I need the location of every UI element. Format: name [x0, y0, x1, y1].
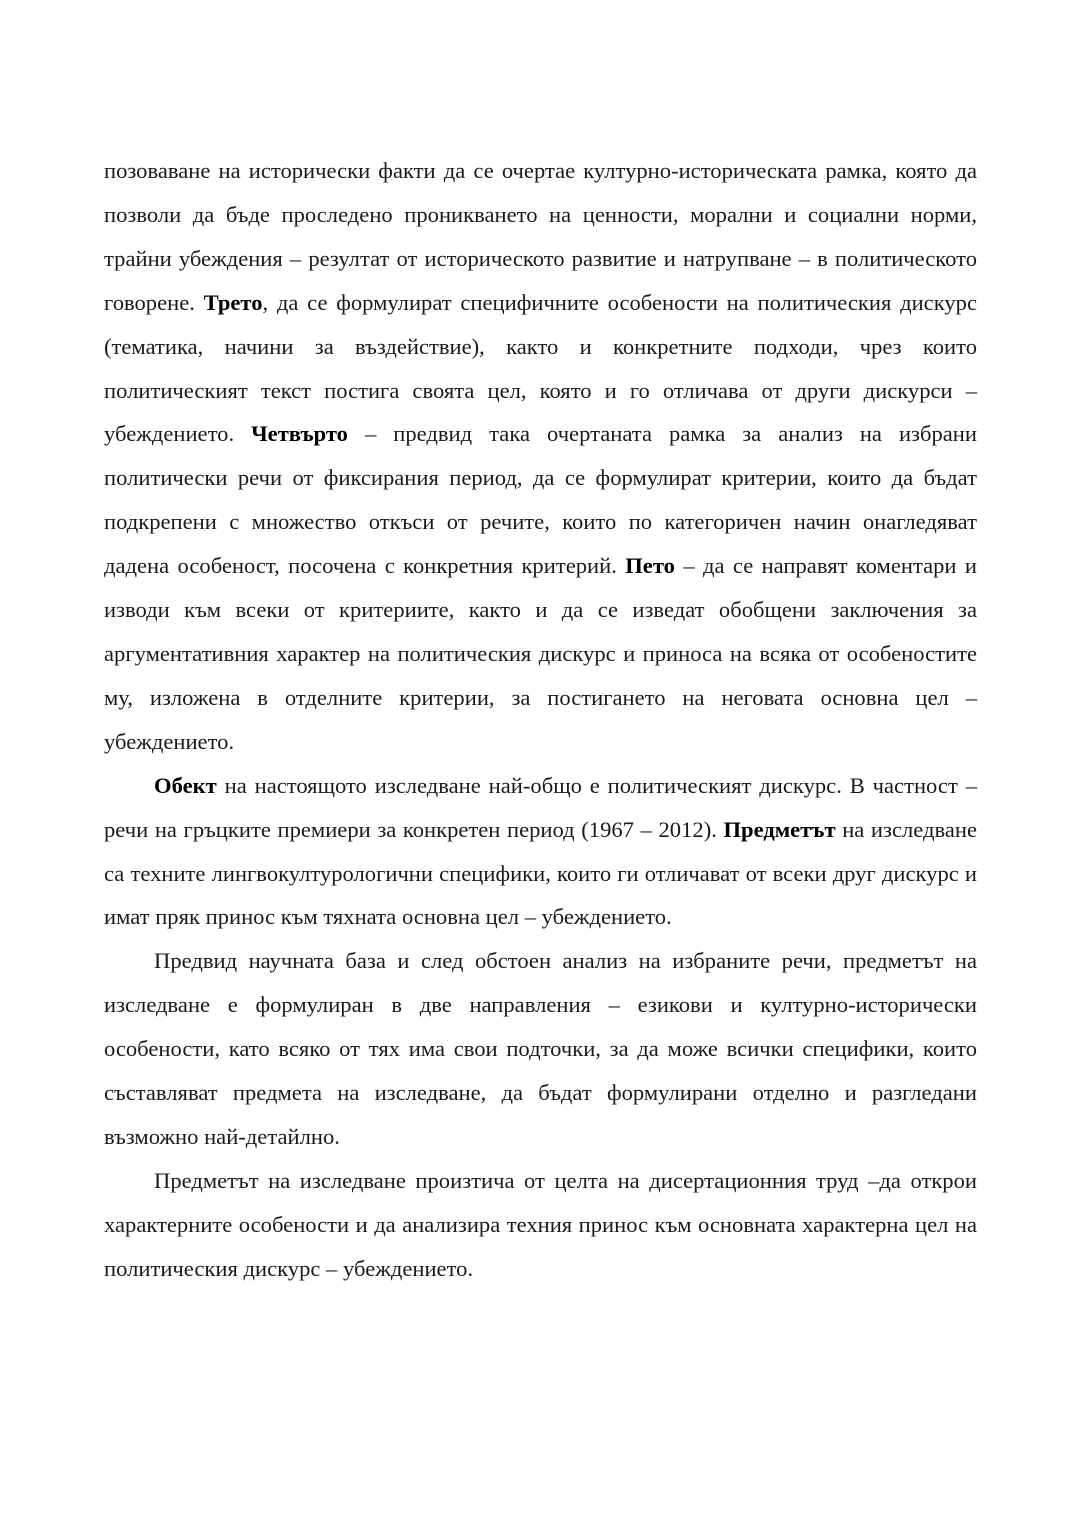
text-run: – предвид така очертаната рамка за анализ на избрани политически речи от фиксирания период, да се формулират критерии, които да бъдат подкрепени с множество откъси от речите, които по категоричен начин онагледяват дадена особеност, посочена с конкретния критерий.	[104, 421, 977, 579]
bold-term-third: Трето	[203, 289, 263, 315]
paragraph-tasks	[104, 149, 977, 764]
text-run: , да се формулират специфичните особености на политическия дискурс (тематика, начини за въздействие), както и конкретните подходи, чрез които политическият текст постига своята цел, която и го отличава от други дискурси – убеждението.	[104, 289, 977, 447]
paragraph-directions	[104, 939, 977, 1159]
bold-term-subject: Предметът	[723, 816, 836, 842]
bold-term-object: Обект	[154, 772, 217, 798]
paragraph-aim	[104, 1159, 977, 1291]
paragraph-object-subject	[104, 764, 977, 940]
text-run: Предметът на изследване произтича от целта на дисертационния труд –да открои характерните особености и да анализира техния принос към основната характерна цел на политическия дискурс – убеждението.	[104, 1167, 977, 1281]
bold-term-fourth: Четвърто	[251, 421, 348, 447]
text-run: Предвид научната база и след обстоен анализ на избраните речи, предметът на изследване е формулиран в две направления – езикови и културно-исторически особености, като всяко от тях има свои подточки, за да може всички специфики, които съставляват предмета на изследване, да бъдат формулирани отделно и разгледани възможно най-детайлно.	[104, 948, 977, 1149]
text-run: на настоящото изследване най-общо е политическият дискурс. В частност – речи на гръцките премиери за конкретен период (1967 – 2012).	[104, 772, 977, 842]
text-run: – да се направят коментари и изводи към всеки от критериите, както и да се изведат обобщени заключения за аргументативния характер на политическия дискурс и приноса на всяка от особеностите му, изложена в отделните критерии, за постигането на неговата основна цел – убеждението.	[104, 553, 977, 754]
bold-term-fifth: Пето	[625, 553, 675, 579]
document-body	[104, 149, 977, 1291]
text-run: на изследване са техните лингвокултурологични специфики, които ги отличават от всеки друг дискурс и имат пряк принос към тяхната основна цел – убеждението.	[104, 816, 977, 930]
text-run: позоваване на исторически факти да се очертае културно-историческата рамка, която да позволи да бъде проследено проникването на ценности, морални и социални норми, трайни убеждения – резултат от историческото развитие и натрупване – в политическото говорене.	[104, 158, 977, 315]
